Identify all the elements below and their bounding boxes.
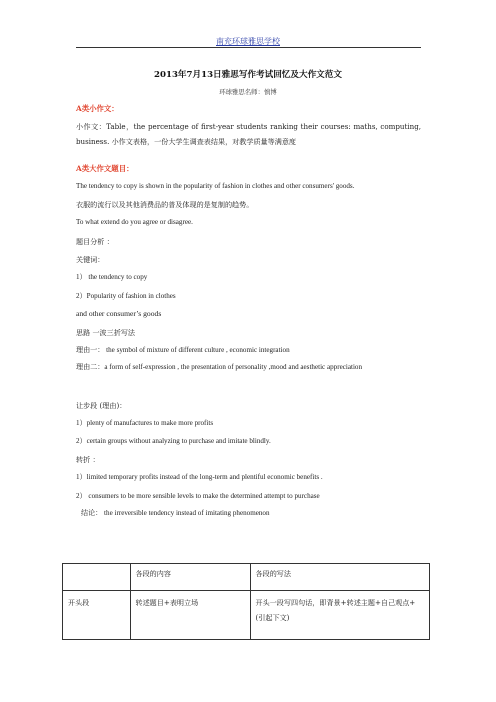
essay-structure-table (62, 563, 430, 640)
analysis-title: 题目分析 ： (76, 237, 114, 246)
turn-1: 1）limited temporary profits instead of the long-term and plentiful economic benefits . (76, 473, 323, 481)
section-heading-task-a: A类小作文： (76, 104, 119, 113)
keyword-1: 1） the tendency to copy (76, 273, 148, 281)
header-school-name[interactable]: 南充环球雅思学校 (216, 37, 280, 46)
keyword-2: 2）Popularity of fashion in clothes (76, 292, 176, 300)
approach-text: 思路 一波三折写法 (76, 328, 136, 337)
turn-2: 2） consumers to be more sensible levels to make the determined attempt to purchase (76, 492, 320, 500)
task-b-prompt-en: The tendency to copy is shown in the popularity of fashion in clothes and other consumers' goods. (76, 182, 355, 190)
table-cell: 转述题目+表明立场 (130, 591, 250, 640)
concession-2: 2）certain groups without analyzing to purchase and imitate blindly. (76, 437, 271, 445)
table-header-cell: 各段的内容 (130, 564, 250, 591)
table-header-cell (63, 564, 131, 591)
table-cell: 开头一段写四句话，即背景+转述主题+自己观点+(引起下文) (250, 591, 429, 640)
table-cell: 开头段 (63, 591, 131, 640)
header-divider (76, 47, 421, 48)
reason-1: 理由一： the symbol of mixture of different culture , economic integration (76, 346, 290, 354)
page-title: 2013年7月13日雅思写作考试回忆及大作文范文 (154, 70, 342, 80)
keywords-label: 关键词： (76, 255, 105, 264)
table-header-cell: 各段的写法 (250, 564, 429, 591)
task-b-prompt-zh: 衣服的流行以及其他消费品的普及体现的是复制的趋势。 (76, 200, 254, 209)
concession-label: 让步段 (理由)： (76, 401, 127, 410)
keyword-3: and other consumer’s goods (76, 309, 162, 318)
table-row (63, 591, 430, 640)
turn-label: 转折 ： (76, 455, 100, 464)
task-b-question: To what extend do you agree or disagree. (76, 218, 193, 226)
concession-1: 1）plenty of manufactures to make more profits (76, 419, 214, 427)
conclusion-text: 结论： the irreversible tendency instead of imitating phenomenon (81, 509, 270, 517)
reason-2: 理由二：a form of self-expression , the presentation of personality ,mood and aesthetic appreciation (76, 363, 363, 371)
section-heading-task-b: A类大作文题目： (76, 164, 134, 173)
table-header-row (63, 564, 430, 591)
author-line: 环球雅思名师：慎博 (219, 88, 277, 96)
task-a-text: 小作文：Table，the percentage of first-year students ranking their courses: maths, computing, business. 小作文表格，一份大学生调查表结果，对教学质量等满意度 (76, 122, 421, 146)
